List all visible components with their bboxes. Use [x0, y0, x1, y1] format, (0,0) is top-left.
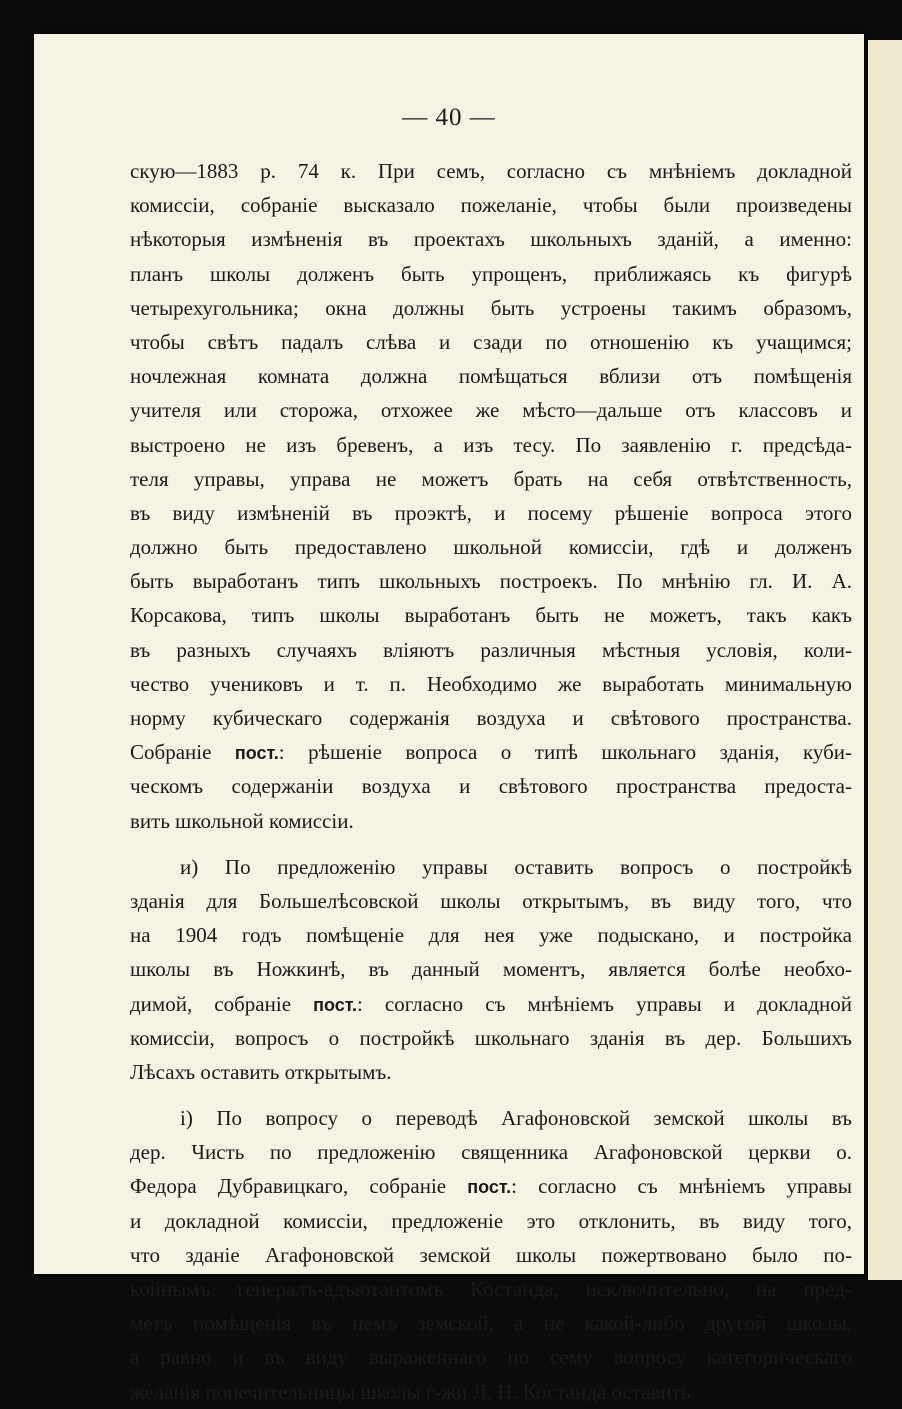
text-segment: : рѣшеніе вопроса о типѣ школьнаго зданія, куби- [278, 740, 853, 765]
text-line: желанія попечительницы школы г-жи Л. Н. Костанда оставить [130, 1379, 691, 1404]
text-line: ческомъ содержаніи воздуха и свѣтового пространства предоста- [130, 774, 852, 799]
text-line: койнымъ генералъ-адъютантомъ Костанда, исключительно, на пред- [130, 1277, 852, 1301]
text-line: чество учениковъ и т. п. Необходимо же выработать минимальную [130, 671, 852, 696]
text-line: и докладной комиссіи, предложеніе это отклонить, въ виду того, [130, 1208, 852, 1233]
resolution-abbrev: пост. [313, 994, 357, 1015]
paragraph [130, 154, 852, 838]
text-line: метъ помѣщенія въ немъ земской, а не какой-либо другой школы, [130, 1311, 852, 1336]
text-line [130, 987, 852, 1021]
text-line: нѣкоторыя измѣненія въ проектахъ школьныхъ зданій, а именно: [130, 227, 852, 252]
text-line: четырехугольника; окна должны быть устроены такимъ образомъ, [130, 295, 852, 320]
text-line: Лѣсахъ оставить открытымъ. [130, 1059, 392, 1084]
resolution-abbrev: пост. [467, 1177, 512, 1198]
text-segment: : согласно съ мнѣніемъ управы [511, 1174, 853, 1199]
page-number: — 40 — [402, 104, 496, 131]
paragraph [130, 850, 852, 1089]
text-line: теля управы, управа не можетъ брать на себя отвѣтственность, [130, 466, 852, 491]
text-line: въ виду измѣненій въ проэктѣ, и посему рѣшеніе вопроса этого [130, 500, 852, 525]
text-line: на 1904 годъ помѣщеніе для нея уже подыскано, и постройка [130, 923, 852, 948]
book-page [34, 34, 864, 1404]
text-line: планъ школы долженъ быть упрощенъ, приближаясь къ фигурѣ [130, 261, 852, 286]
text-line: должно быть предоставлено школьной комиссіи, гдѣ и долженъ [130, 535, 852, 560]
text-line: комиссіи, собраніе высказало пожеланіе, чтобы были произведены [130, 193, 852, 218]
text-line: ночлежная комната должна помѣщаться вблизи отъ помѣщенія [130, 364, 852, 389]
text-segment: : согласно съ мнѣніемъ управы и докладной [357, 991, 852, 1016]
page-body [130, 154, 852, 1409]
text-line: і) По вопросу о переводѣ Агафоновской земской школы въ [180, 1106, 852, 1131]
resolution-abbrev: пост. [234, 743, 279, 764]
text-line: школы въ Ножкинѣ, въ данный моментъ, является болѣе необхо- [130, 957, 852, 982]
text-line: дер. Чисть по предложенію священника Агафоновской церкви о. [130, 1140, 852, 1165]
next-page-edge [868, 40, 902, 1280]
text-line: что зданіе Агафоновской земской школы пожертвовано было по- [130, 1242, 852, 1267]
text-line: и) По предложенію управы оставить вопросъ о постройкѣ [180, 854, 852, 879]
text-line: чтобы свѣтъ падалъ слѣва и сзади по отношенію къ учащимся; [130, 329, 852, 354]
text-line: а равно и въ виду выраженнаго по сему вопросу категорическаго [130, 1345, 852, 1370]
text-segment: димой, собраніе [130, 991, 314, 1016]
text-line: Корсакова, типъ школы выработанъ быть не можетъ, такъ какъ [130, 603, 852, 628]
text-line: скую—1883 р. 74 к. При семъ, согласно съ мнѣніемъ докладной [130, 159, 852, 183]
text-line: выстроено не изъ бревенъ, а изъ тесу. По заявленію г. предсѣда- [130, 432, 852, 457]
text-line: норму кубическаго содержанія воздуха и свѣтового пространства. [130, 706, 852, 730]
text-line: вить школьной комиссіи. [130, 808, 354, 833]
text-line: комиссіи, вопросъ о постройкѣ школьнаго зданія въ дер. Большихъ [130, 1025, 852, 1050]
text-segment: Федора Дубравицкаго, собраніе [130, 1174, 468, 1199]
text-line: учителя или сторожа, отхожее же мѣсто—дальше отъ классовъ и [130, 398, 852, 423]
text-segment: Собраніе [130, 740, 235, 765]
text-line: быть выработанъ типъ школьныхъ построекъ. По мнѣнію гл. И. А. [130, 569, 852, 594]
paragraph [130, 1101, 852, 1409]
text-line: зданія для Большелѣсовской школы открытымъ, въ виду того, что [130, 888, 852, 913]
text-line: въ разныхъ случаяхъ вліяютъ различныя мѣстныя условія, коли- [130, 637, 852, 662]
text-line [130, 735, 852, 769]
text-line [130, 1169, 852, 1203]
